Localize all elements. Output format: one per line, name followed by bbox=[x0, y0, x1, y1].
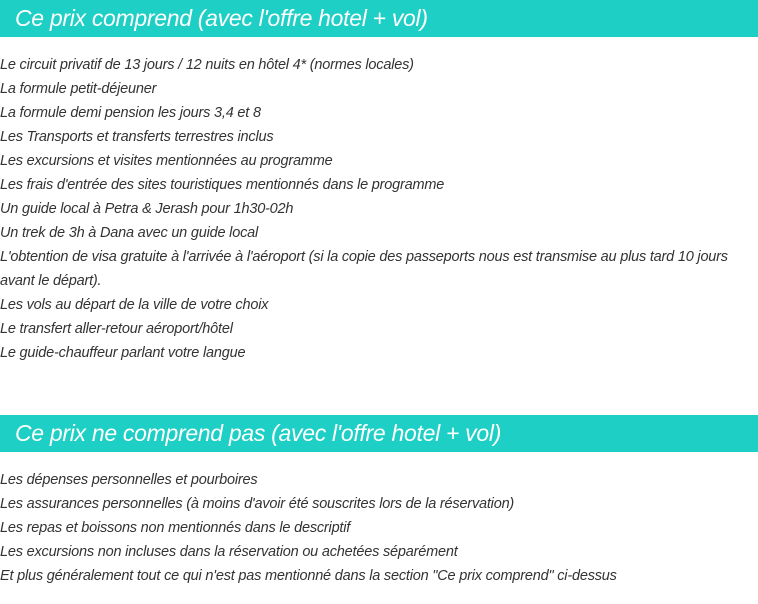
list-item: Les excursions et visites mentionnées au programme bbox=[0, 153, 333, 169]
list-item: Le guide-chauffeur parlant votre langue bbox=[0, 345, 246, 361]
list-item: Les excursions non incluses dans la réservation ou achetées séparément bbox=[0, 544, 458, 560]
list-item: Les vols au départ de la ville de votre choix bbox=[0, 297, 269, 313]
list-item: Les assurances personnelles (à moins d'avoir été souscrites lors de la réservation) bbox=[0, 496, 515, 512]
excluded-items-list bbox=[0, 468, 740, 588]
list-item: Le transfert aller-retour aéroport/hôtel bbox=[0, 321, 233, 337]
list-item: Un trek de 3h à Dana avec un guide local bbox=[0, 225, 259, 241]
list-item: Les frais d'entrée des sites touristiques mentionnés dans le programme bbox=[0, 177, 445, 193]
list-item: Un guide local à Petra & Jerash pour 1h30-02h bbox=[0, 201, 294, 217]
list-item: Les Transports et transferts terrestres inclus bbox=[0, 129, 274, 145]
list-item: La formule petit-déjeuner bbox=[0, 81, 157, 97]
list-item: Les repas et boissons non mentionnés dans le descriptif bbox=[0, 520, 351, 536]
list-item: Le circuit privatif de 13 jours / 12 nuits en hôtel 4* (normes locales) bbox=[0, 57, 414, 73]
list-item: Et plus généralement tout ce qui n'est pas mentionné dans la section "Ce prix comprend" ci-dessus bbox=[0, 568, 617, 584]
list-item: L'obtention de visa gratuite à l'arrivée à l'aéroport (si la copie des passeports nous est transmise au plus tard 10 jours avant le départ). bbox=[0, 249, 728, 289]
included-items-list bbox=[0, 53, 740, 365]
section-title-included: Ce prix comprend (avec l'offre hotel + vol) bbox=[0, 0, 758, 37]
list-item: La formule demi pension les jours 3,4 et 8 bbox=[0, 105, 261, 121]
list-item: Les dépenses personnelles et pourboires bbox=[0, 472, 258, 488]
section-title-excluded: Ce prix ne comprend pas (avec l'offre hotel + vol) bbox=[0, 415, 758, 452]
